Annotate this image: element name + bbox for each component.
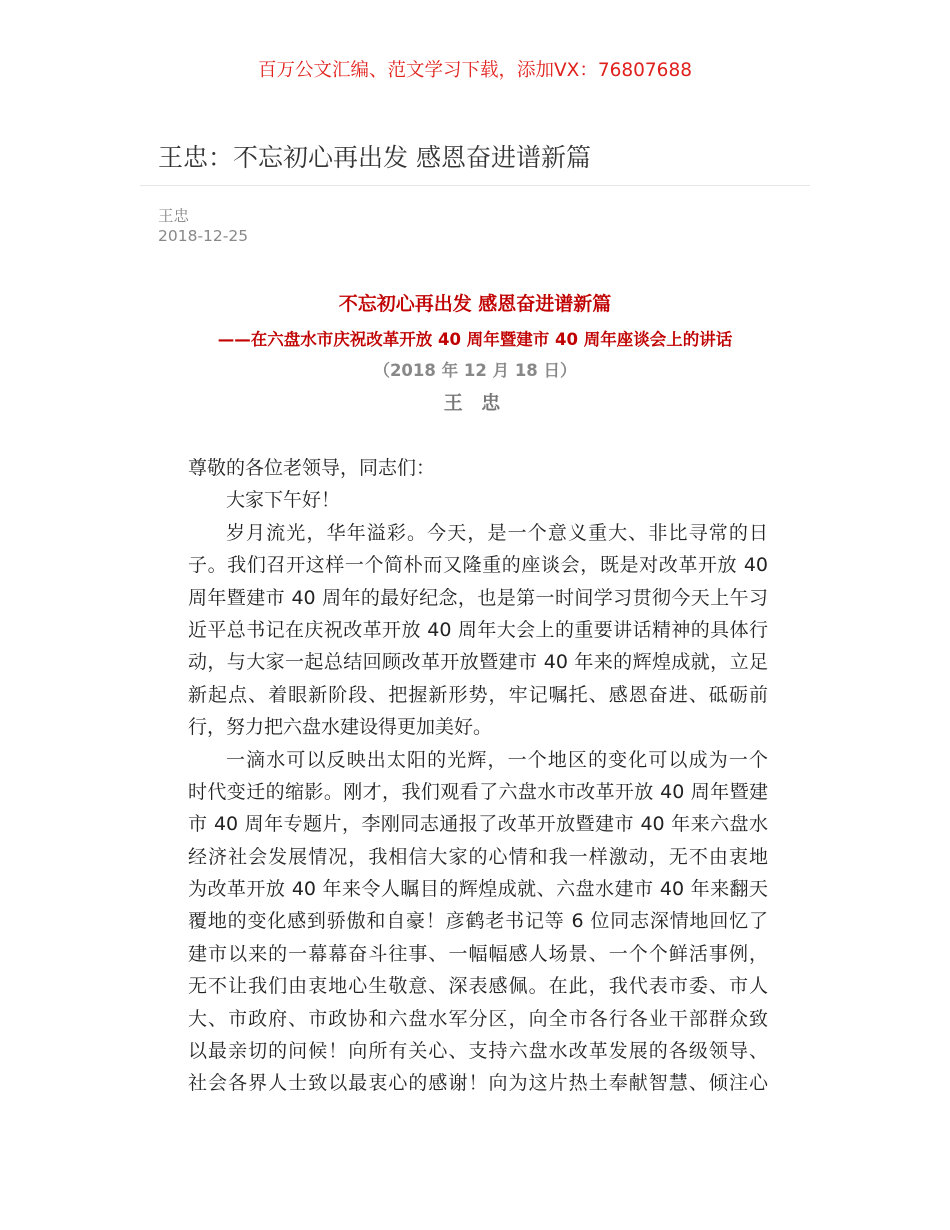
article-title: 王忠：不忘初心再出发 感恩奋进谱新篇 — [158, 143, 591, 172]
speech-speaker: 王 忠 — [443, 392, 507, 414]
speech-heading: 不忘初心再出发 感恩奋进谱新篇 — [338, 293, 612, 315]
greeting: 大家下午好！ — [226, 489, 341, 512]
paragraph-line: 一滴水可以反映出太阳的光辉，一个地区的变化可以成为一个 — [226, 748, 768, 771]
article-date: 2018-12-25 — [158, 227, 249, 245]
speech-body — [188, 452, 768, 1100]
paragraph-line: 动，与大家一起总结回顾改革开放暨建市 40 年来的辉煌成就，立足 — [188, 651, 768, 674]
paragraph-line: 时代变迁的缩影。刚才，我们观看了六盘水市改革开放 40 周年暨建 — [188, 780, 768, 803]
paragraph-line: 岁月流光，华年溢彩。今天，是一个意义重大、非比寻常的日 — [226, 521, 768, 544]
paragraph-line: 大、市政府、市政协和六盘水军分区，向全市各行各业干部群众致 — [188, 1007, 768, 1030]
paragraph-line: 周年暨建市 40 周年的最好纪念，也是第一时间学习贯彻今天上午习 — [188, 586, 768, 609]
title-divider — [140, 185, 810, 186]
paragraph-line: 子。我们召开这样一个简朴而又隆重的座谈会，既是对改革开放 40 — [188, 554, 768, 577]
paragraph-line: 行，努力把六盘水建设得更加美好。 — [188, 716, 493, 739]
article-author: 王忠 — [158, 207, 190, 225]
paragraph-1 — [188, 517, 768, 744]
paragraph-line: 经济社会发展情况，我相信大家的心情和我一样激动，无不由衷地 — [188, 845, 768, 868]
download-watermark-banner: 百万公文汇编、范文学习下载，添加VX：76807688 — [258, 60, 692, 81]
paragraph-line: 以最亲切的问候！向所有关心、支持六盘水改革发展的各级领导、 — [188, 1040, 768, 1063]
paragraph-line: 近平总书记在庆祝改革开放 40 周年大会上的重要讲话精神的具体行 — [188, 618, 768, 641]
paragraph-line: 市 40 周年专题片，李刚同志通报了改革开放暨建市 40 年来六盘水 — [188, 813, 768, 836]
paragraph-2 — [188, 744, 768, 1100]
salutation: 尊敬的各位老领导，同志们： — [188, 457, 436, 479]
speech-subheading: ——在六盘水市庆祝改革开放 40 周年暨建市 40 周年座谈会上的讲话 — [217, 330, 733, 349]
paragraph-line: 新起点、着眼新阶段、把握新形势，牢记嘱托、感恩奋进、砥砺前 — [188, 683, 768, 706]
paragraph-line: 覆地的变化感到骄傲和自豪！彦鹤老书记等 6 位同志深情地回忆了 — [188, 910, 768, 933]
paragraph-line: 无不让我们由衷地心生敬意、深表感佩。在此，我代表市委、市人 — [188, 975, 768, 998]
speech-date: （2018 年 12 月 18 日） — [373, 361, 577, 380]
paragraph-line: 建市以来的一幕幕奋斗往事、一幅幅感人场景、一个个鲜活事例， — [188, 942, 768, 965]
paragraph-line: 社会各界人士致以最衷心的感谢！向为这片热土奉献智慧、倾注心 — [188, 1072, 768, 1095]
paragraph-line: 为改革开放 40 年来令人瞩目的辉煌成就、六盘水建市 40 年来翻天 — [188, 878, 768, 901]
